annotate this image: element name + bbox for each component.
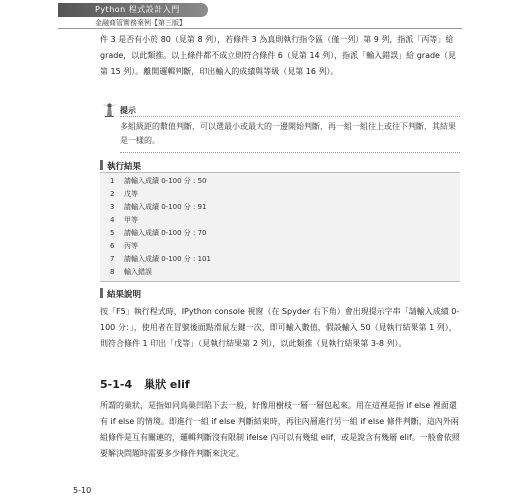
paragraph-3: 所謂的巢狀，是指如同鳥巢凹陷下去一般，好像用樹枝一層一層包起來。用在這裡是指 if else 裡面還有 if else 的情境。即進行一組 if else 判斷結束時，再往內層進行另一組 if else 條件判斷，這內外兩組條件是互有關連的，邏輯判斷沒有限制 ifelse 內可以有幾組 elif，或是說含有幾層 elif。一般會依照要解決問題時需要多少條件判斷來決定。 <box>100 401 460 458</box>
result-line-number: 3 <box>110 203 115 211</box>
result-row <box>100 175 460 188</box>
result-row <box>100 240 460 253</box>
result-line-text: 請輸入成績 0-100 分 : 91 <box>124 203 207 211</box>
tip-bottom-divider <box>120 152 460 153</box>
book-subtitle: 金融商管實務案例【第三版】 <box>95 19 186 27</box>
paragraph-1: 件 3 是否有小於 80（見第 8 列），若條件 3 為真則執行指令區（僅一列）第 9 列，指派「丙等」給 grade，以此類推。以上條件都不成立則符合條件 6（見第 14 列），指派「輸入錯誤」給 grade（見第 15 列）。離開邏輯判斷，印出輸入的成績與等級（見第 16 列）。 <box>100 35 456 76</box>
section-bar <box>100 288 103 298</box>
section-heading-result <box>100 160 141 172</box>
result-line-text: 戊等 <box>124 190 138 198</box>
result-line-number: 6 <box>110 242 115 250</box>
section-heading-explain-label: 結果說明 <box>107 290 142 300</box>
lighthouse-icon <box>103 103 116 117</box>
result-row <box>100 266 460 279</box>
section-bar <box>100 160 103 170</box>
subsection-heading <box>100 376 190 392</box>
result-line-number: 7 <box>110 255 115 263</box>
subsection-number: 5-1-4 <box>100 378 133 391</box>
result-line-text: 丙等 <box>124 242 138 250</box>
result-line-number: 1 <box>110 177 115 185</box>
paragraph-2: 按「F5」執行程式時，IPython console 視窗（在 Spyder 右下角）會出現提示字串「請輸入成績 0-100 分：」，使用者在冒號後面點滑鼠左鍵一次，即可輸入數值，假設輸入 50（見執行結果第 1 列），則符合條件 1 印出「戊等」（見執行結果第 2 列），以此類推（見執行結果第 3-8 列）。 <box>100 307 460 348</box>
result-line-text: 輸入錯誤 <box>124 268 152 276</box>
subsection-title: 巢狀 elif <box>144 378 190 391</box>
result-row <box>100 253 460 266</box>
result-line-number: 4 <box>110 216 115 224</box>
section-heading-explain <box>100 288 141 300</box>
tip-body: 多組級距的數值判斷，可以選最小或最大的一邊開始判斷，再一組一組往上或往下判斷，其結果是一樣的。 <box>120 122 456 145</box>
result-row <box>100 227 460 240</box>
result-output-box <box>100 172 460 282</box>
header-divider <box>58 28 462 29</box>
result-row <box>100 188 460 201</box>
result-row <box>100 214 460 227</box>
tip-top-divider <box>120 116 460 117</box>
book-title: Python 程式設計入門 <box>95 5 180 14</box>
page-number: 5-10 <box>73 486 92 495</box>
result-row <box>100 201 460 214</box>
section-heading-result-label: 執行結果 <box>107 162 142 172</box>
result-line-text: 請輸入成績 0-100 分 : 70 <box>124 229 207 237</box>
result-line-number: 8 <box>110 268 115 276</box>
result-line-number: 5 <box>110 229 115 237</box>
result-line-text: 請輸入成績 0-100 分 : 101 <box>124 255 211 263</box>
result-line-number: 2 <box>110 190 115 198</box>
result-line-text: 甲等 <box>124 216 138 224</box>
result-line-text: 請輸入成績 0-100 分 : 50 <box>124 177 207 185</box>
tip-title: 提示 <box>120 106 136 115</box>
